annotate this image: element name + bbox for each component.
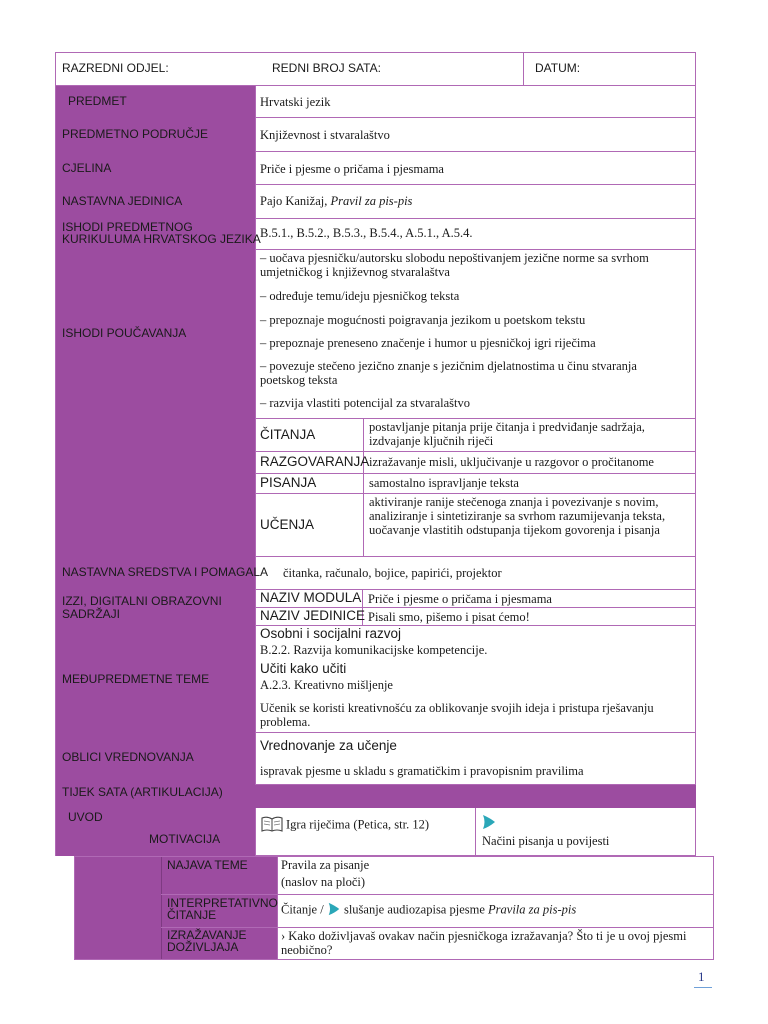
- tema-osobni-heading: Osobni i socijalni razvoj: [260, 626, 402, 641]
- oblici-text: ispravak pjesme u skladu s gramatičkim i pravopisnim pravilima: [260, 764, 584, 778]
- nastavna-sredstva-label: NASTAVNA SREDSTVA I POMAGALA: [62, 565, 269, 579]
- igra-rijecima: [260, 815, 429, 836]
- ishodi-item: – povezuje stečeno jezično znanje s jezičnim djelatnostima u činu stvaranja poetskog teksta: [260, 359, 637, 387]
- ishodi-predmetnog-value: B.5.1., B.5.2., B.5.3., B.5.4., A.5.1., A.5.4.: [260, 226, 473, 240]
- citanje-title: Pravila za pis-pis: [488, 902, 577, 917]
- nacini-pisanja-link[interactable]: Načini pisanja u povijesti: [482, 834, 610, 848]
- nastavna-jedinica-label: NASTAVNA JEDINICA: [62, 194, 183, 208]
- ishodi-predmetnog-label-2: KURIKULUMA HRVATSKOG JEZIKA: [62, 232, 261, 246]
- nastavna-jedinica-value: [260, 194, 412, 208]
- citanje-text: [281, 902, 576, 919]
- interpretativno-label-2: ČITANJE: [167, 908, 217, 922]
- izrazavanje-pitanje: › Kako doživljavaš ovakav način pjesničkoga izražavanja? Što ti je u ovoj pjesmi neobično?: [281, 929, 687, 957]
- tema-osobni-text: B.2.2. Razvija komunikacijske kompetencije.: [260, 643, 488, 657]
- izrazavanje-label-2: DOŽIVLJAJA: [167, 940, 239, 954]
- tema-kreativnost-text: Učenik se koristi kreativnošću za oblikovanje svojih ideja i pristupa rješavanju problema.: [260, 701, 654, 729]
- play-icon[interactable]: [327, 902, 341, 919]
- ishodi-item: – određuje temu/ideju pjesničkog teksta: [260, 289, 460, 303]
- djelatnost-name: UČENJA: [260, 517, 315, 532]
- cjelina-label: CJELINA: [62, 161, 112, 175]
- redni-broj-sata-label: REDNI BROJ SATA:: [272, 61, 381, 75]
- meduppredmetne-label: MEĐUPREDMETNE TEME: [62, 672, 210, 686]
- djelatnost-name: PISANJA: [260, 475, 317, 490]
- predmet-value: Hrvatski jezik: [260, 95, 331, 109]
- naziv-jedinice-value: Pisali smo, pišemo i pisat ćemo!: [368, 610, 530, 624]
- ishodi-item: – prepoznaje mogućnosti poigravanja jezikom u poetskom tekstu: [260, 313, 586, 327]
- predmetno-podrucje-label: PREDMETNO PODRUČJE: [62, 127, 209, 141]
- izrazavanje-label-1: IZRAŽAVANJE: [167, 928, 247, 942]
- oblici-heading: Vrednovanje za učenje: [260, 738, 397, 753]
- play-icon[interactable]: [481, 814, 497, 830]
- ishodi-poucavanja-label: ISHODI POUČAVANJA: [62, 326, 187, 340]
- motivacija-label: MOTIVACIJA: [149, 832, 221, 846]
- tema-uciti-text: A.2.3. Kreativno mišljenje: [260, 678, 393, 692]
- cjelina-value: Priče i pjesme o pričama i pjesmama: [260, 162, 444, 176]
- interpretativno-label-1: INTERPRETATIVNO: [167, 896, 278, 910]
- nastavna-sredstva-value: čitanka, računalo, bojice, papirići, projektor: [283, 566, 502, 580]
- tijek-sata-label: TIJEK SATA (ARTIKULACIJA): [62, 785, 223, 799]
- najava-line-2: (naslov na ploči): [281, 875, 366, 889]
- razredni-odjel-label: RAZREDNI ODJEL:: [62, 61, 169, 75]
- page-number-underline: [694, 987, 712, 988]
- izzi-label-text: IZZI, DIGITALNI OBRAZOVNI: [62, 594, 222, 608]
- ishodi-item: – razvija vlastiti potencijal za stvaralaštvo: [260, 396, 470, 410]
- ishodi-item: – uočava pjesničku/autorsku slobodu nepoštivanjem jezične norme sa svrhom umjetničkog i književnog stvaralaštva: [260, 251, 649, 279]
- oblici-label: OBLICI VREDNOVANJA: [62, 750, 194, 764]
- predmetno-podrucje-value: Književnost i stvaralaštvo: [260, 128, 390, 142]
- djelatnost-text: samostalno ispravljanje teksta: [369, 476, 519, 490]
- book-icon: [260, 815, 284, 836]
- uvod-label: UVOD: [68, 810, 103, 824]
- najava-teme-label: NAJAVA TEME: [167, 858, 248, 872]
- ishodi-predmetnog-label-1: ISHODI PREDMETNOG: [62, 220, 193, 234]
- nastavna-jedinica-author: Pajo Kanižaj,: [260, 194, 331, 208]
- igra-rijecima-text: Igra riječima (Petica, str. 12): [286, 817, 429, 832]
- datum-label: DATUM:: [535, 61, 581, 75]
- naziv-jedinice-label: NAZIV JEDINICE: [260, 608, 366, 623]
- djelatnost-text: postavljanje pitanja prije čitanja i predviđanje sadržaja, izdvajanje ključnih riječi: [369, 420, 645, 448]
- djelatnost-name: ČITANJA: [260, 427, 316, 442]
- djelatnost-text: aktiviranje ranije stečenoga znanja i povezivanje s novim, analiziranje i sintetiziranje sa svrhom razumijevanja teksta, uočavanje vlastitih odstupanja tijekom govorenja i pisanja: [369, 495, 666, 537]
- ishodi-item: – prepoznaje preneseno značenje i humor u pjesničkoj igri riječima: [260, 336, 596, 350]
- nastavna-jedinica-title: Pravil za pis-pis: [330, 194, 413, 208]
- citanje-mid: slušanje audiozapisa pjesme: [340, 902, 489, 917]
- najava-line-1: Pravila za pisanje: [281, 858, 370, 872]
- naziv-modula-value: Priče i pjesme o pričama i pjesmama: [368, 592, 552, 606]
- djelatnost-name: RAZGOVARANJA: [260, 454, 370, 469]
- tema-uciti-heading: Učiti kako učiti: [260, 661, 347, 676]
- izzi-label-2: SADRŽAJI: [62, 607, 121, 621]
- naziv-modula-label: NAZIV MODULA: [260, 590, 362, 605]
- djelatnost-text: izražavanje misli, uključivanje u razgovor o pročitanome: [369, 455, 654, 469]
- predmet-label: PREDMET: [68, 94, 127, 108]
- page-number: 1: [698, 969, 705, 984]
- citanje-prefix: Čitanje /: [281, 902, 327, 917]
